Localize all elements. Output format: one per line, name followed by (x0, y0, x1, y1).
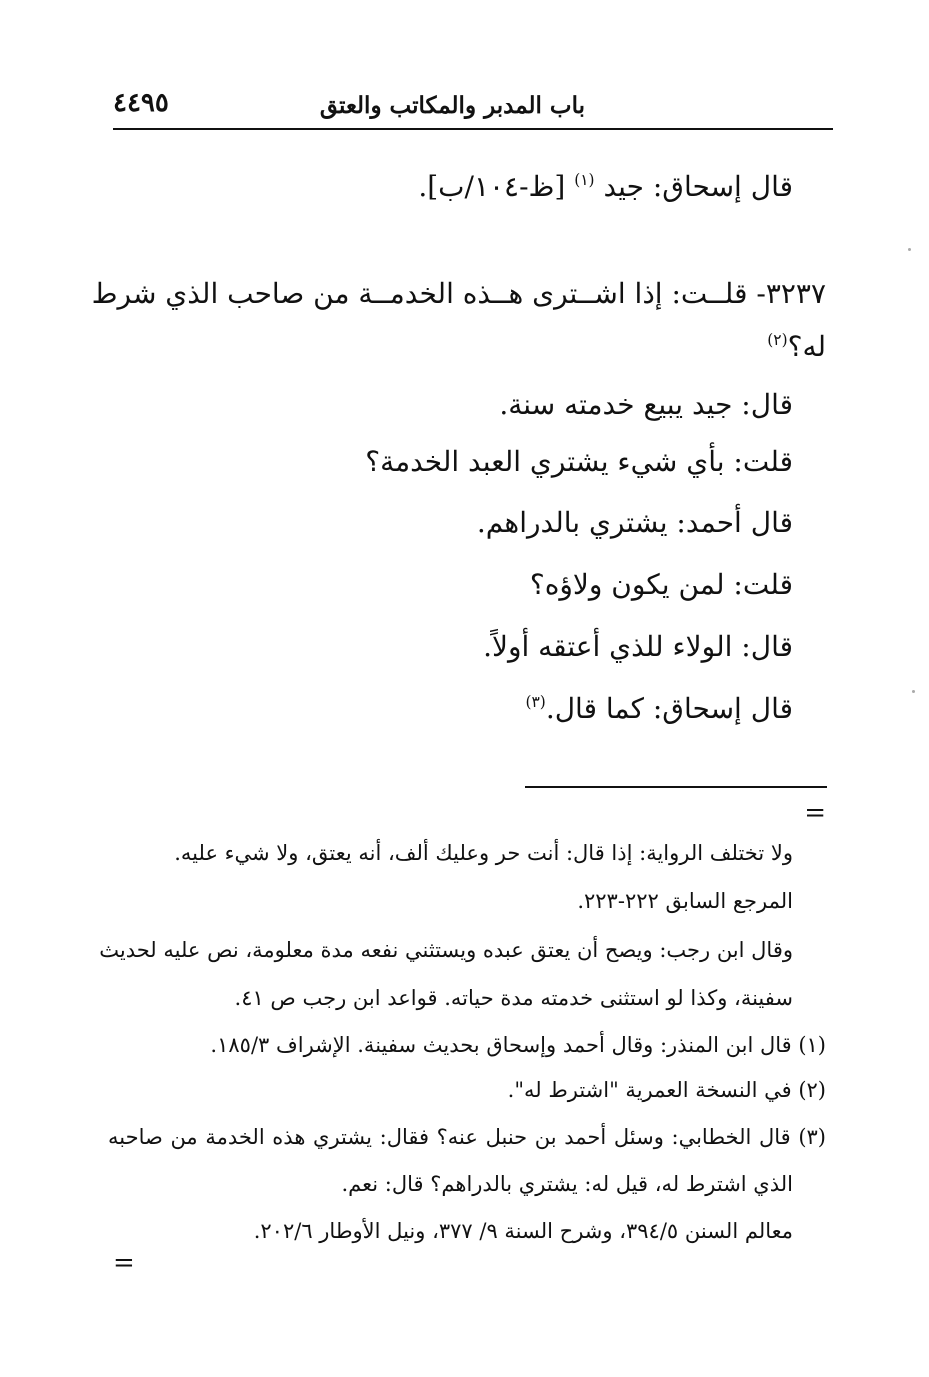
dialogue-line: قال: الولاء للذي أعتقه أولاً. (483, 630, 793, 663)
dialogue-line: قال أحمد: يشتري بالدراهم. (476, 506, 793, 539)
manuscript-ref: [ظ-١٠٤/ب]. (418, 170, 566, 203)
footnote-continued-mark: = (804, 798, 826, 828)
dialogue-line: قال: جيد يبيع خدمته سنة. (499, 388, 793, 421)
question-number: ٣٢٣٧- (756, 277, 826, 310)
intro-text: قال إسحاق: جيد (603, 170, 793, 203)
scan-speck (908, 248, 911, 251)
footnote-marker-3: (٣) (525, 693, 546, 712)
question-cont-text: له؟ (787, 330, 826, 363)
question-text: قلــت: إذا اشــترى هــذه الخدمــة من صاحب الذي شرط (91, 277, 748, 310)
footnote-3: (٣) قال الخطابي: وسئل أحمد بن حنبل عنه؟ فقال: يشتري هذه الخدمة من صاحبه (108, 1125, 826, 1149)
header-rule (113, 128, 833, 130)
page-number: ٤٤٩٥ (113, 88, 169, 118)
footnote-marker-2: (٢) (767, 331, 788, 350)
footnote-1: (١) قال ابن المنذر: وقال أحمد وإسحاق بحديث سفينة. الإشراف ١٨٥/٣. (210, 1033, 826, 1057)
scan-speck (912, 690, 915, 693)
footnote-continues-mark: = (113, 1248, 135, 1278)
footnote-line: سفينة، وكذا لو استثنى خدمته مدة حياته. قواعد ابن رجب ص ٤١. (234, 986, 793, 1010)
footnote-marker-1: (١) (574, 171, 595, 190)
question-continuation (767, 330, 826, 364)
footnote-line: معالم السنن ٣٩٤/٥، وشرح السنة ٩/ ٣٧٧، ونيل الأوطار ٢٠٢/٦. (253, 1219, 793, 1243)
question-3237 (91, 277, 826, 311)
footnote-2: (٢) في النسخة العمرية "اشترط له". (507, 1078, 826, 1102)
last-line-text: قال إسحاق: كما قال. (545, 692, 793, 725)
running-header-title: باب المدبر والمكاتب والعتق (319, 92, 585, 119)
body-line-intro (418, 170, 793, 204)
dialogue-line-last (526, 692, 794, 726)
footnote-separator (525, 786, 827, 788)
footnote-line: الذي اشترط له، قيل له: يشتري بالدراهم؟ قال: نعم. (341, 1172, 793, 1196)
footnote-line: المرجع السابق ٢٢٢-٢٢٣. (577, 889, 793, 913)
footnote-line: وقال ابن رجب: ويصح أن يعتق عبده ويستثني نفعه مدة معلومة، نص عليه لحديث (99, 938, 793, 962)
dialogue-line: قلت: بأي شيء يشتري العبد الخدمة؟ (365, 445, 793, 478)
dialogue-line: قلت: لمن يكون ولاؤه؟ (529, 568, 793, 601)
footnote-line: ولا تختلف الرواية: إذا قال: أنت حر وعليك ألف، أنه يعتق، ولا شيء عليه. (174, 841, 793, 865)
